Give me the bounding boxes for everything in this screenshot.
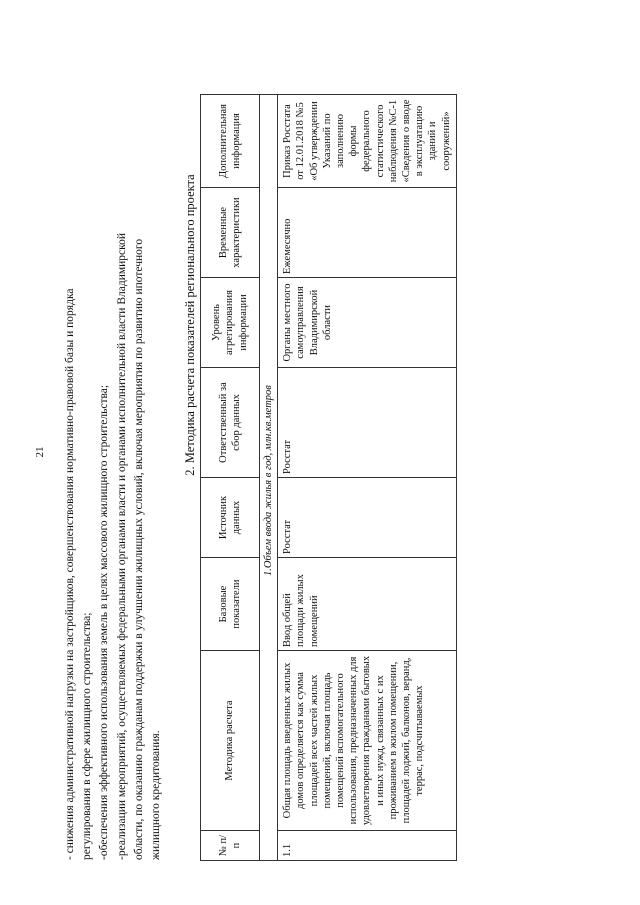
intro-line: жилищного кредитования. [150, 730, 163, 860]
table-row [278, 95, 457, 861]
table-subheader-row [260, 95, 278, 861]
cell-level: Органы местного самоуправления Владимирской области [278, 278, 457, 368]
cell-time: Ежемесячно [278, 188, 457, 278]
intro-line: -реализации мероприятий, осуществляемых федеральными органами власти и органами исполнительной власти Владимирской [115, 232, 128, 860]
header-level: Уровень агрегирования информации [201, 278, 260, 368]
header-source: Источник данных [201, 478, 260, 558]
section-title: 2. Методика расчета показателей регионального проекта [183, 174, 197, 476]
header-responsible: Ответственный за сбор данных [201, 368, 260, 478]
table-header-row [201, 95, 260, 861]
intro-line: - снижения административной нагрузки на застройщиков, совершенствования нормативно-правовой базы и порядка [64, 288, 76, 860]
subheader-text: 1.Объем ввода жилья в год, млн.кв.метров [263, 385, 274, 576]
cell-responsible: Росстат [278, 368, 457, 478]
intro-line: -обеспечения эффективного использования земель в целях массового жилищного строительства; [98, 384, 111, 860]
cell-base: Ввод общей площади жилых помещений [278, 558, 457, 651]
header-num: № п/п [201, 831, 260, 861]
methodology-table [200, 94, 457, 861]
header-time: Временные характеристики [201, 188, 260, 278]
page-number: 21 [34, 446, 46, 458]
cell-extra: Приказ Росстата от 12.01.2018 №5 «Об утверждении Указаний по заполнению формы федерального статистического наблюдения №С-1 «Сведения о вводе в эксплуатацию зданий и сооружений» [278, 95, 457, 188]
intro-line: регулирования в сфере жилищного строительства; [81, 612, 94, 860]
cell-num: 1.1 [278, 831, 457, 861]
header-base: Базовые показатели [201, 558, 260, 651]
header-extra: Дополнительная информация [201, 95, 260, 188]
intro-text [62, 40, 165, 860]
cell-method: Общая площадь введенных жилых домов определяется как сумма площадей всех частей жилых помещений, включая площадь помещений вспомогательного использования, предназначенных для удовлетворения гражданами бытовых и иных нужд, связанных с их проживанием в жилом помещении, площадей лоджий, балконов, веранд, террас, подсчитываемых [278, 651, 457, 831]
intro-line: области, по оказанию гражданам поддержки в улучшении жилищных условий, включая мероприятия по развитию ипотечного [132, 238, 145, 860]
cell-source: Росстат [278, 478, 457, 558]
header-method: Методика расчета [201, 651, 260, 831]
subheader [260, 95, 278, 861]
